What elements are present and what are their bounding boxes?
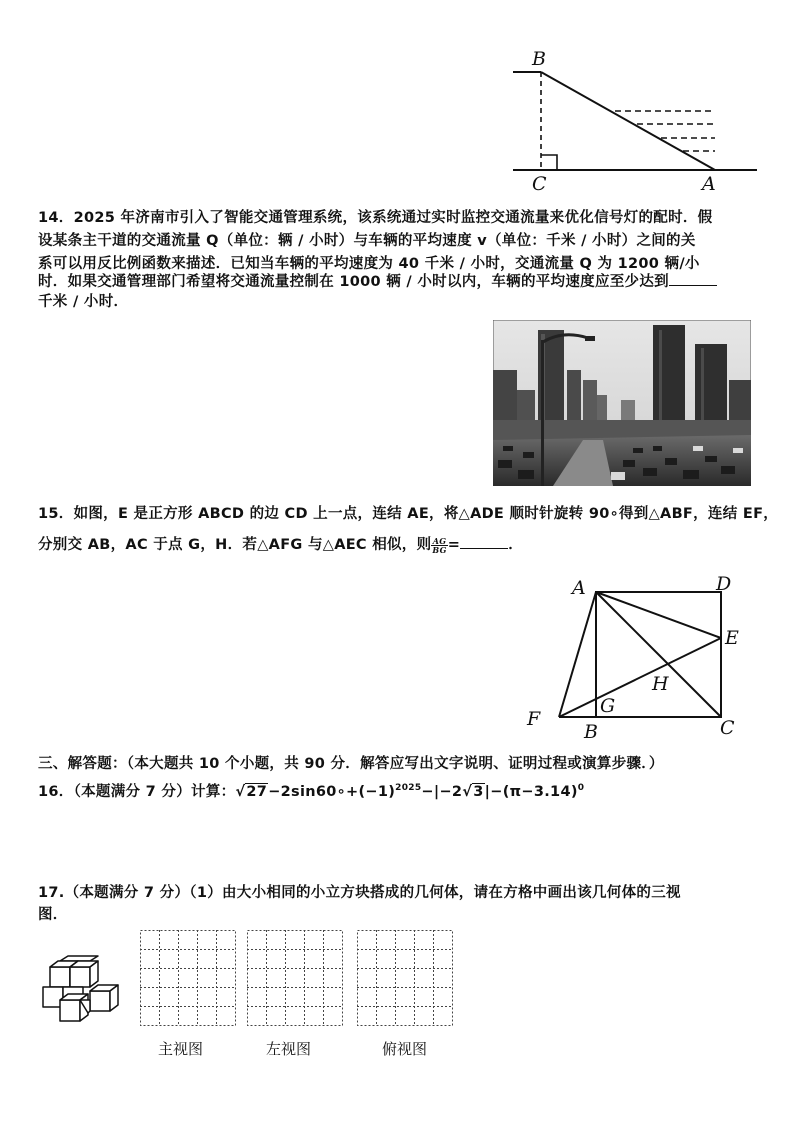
sqrt-sign: √ [462, 783, 473, 800]
label-g: G [600, 695, 616, 717]
fraction-numerator: AG [432, 535, 447, 546]
q14-line3: 系可以用反比例函数来描述．已知当车辆的平均速度为 40 千米 / 小时，交通流量 Q 为 1200 辆/小 [38, 256, 700, 272]
label-d: D [716, 573, 732, 595]
q14-line4-text: 时．如果交通管理部门希望将交通流量控制在 1000 辆 / 小时以内，车辆的平均速度应至少达到 [38, 274, 669, 290]
radicand-1: 27 [246, 783, 268, 800]
q15-period: ． [508, 537, 524, 553]
q17-line1: 17.（本题满分 7 分）（1）由大小相同的小立方块搭成的几何体，请在方格中画出该几何体的三视 [38, 885, 681, 901]
q14-line1: 14．2025 年济南市引入了智能交通管理系统，该系统通过实时监控交通流量来优化信号灯的配时．假 [38, 210, 713, 226]
sqrt-sign: √ [235, 783, 246, 800]
label-a: A [572, 577, 586, 599]
q14-line5: 千米 / 小时． [38, 294, 129, 310]
q16-end: |−(π−3.14) [484, 783, 578, 800]
label-b: B [532, 48, 546, 70]
cube-stack-figure [40, 955, 130, 1025]
label-c: C [720, 717, 735, 739]
exponent-2: 0 [577, 783, 585, 793]
section-3-heading: 三、解答题：（本大题共 10 个小题，共 90 分．解答应写出文字说明、证明过程或演算步骤．） [38, 756, 664, 772]
front-view-caption: 主视图 [158, 1040, 204, 1058]
q14-answer-blank[interactable] [669, 271, 717, 286]
label-c: C [532, 173, 547, 195]
label-b: B [584, 721, 598, 743]
q14-line2: 设某条主干道的交通流量 Q（单位：辆 / 小时）与车辆的平均速度 v（单位：千米 / 小时）之间的关 [38, 233, 696, 249]
label-h: H [652, 673, 669, 695]
q16-mid: −2sin60∘+(−1) [268, 783, 396, 800]
q17-line2: 图． [38, 907, 68, 923]
q16-line [38, 778, 584, 802]
q15-line2-text: 分别交 AB，AC 于点 G，H．若△AFG 与△AEC 相似，则 [38, 537, 432, 553]
q15-answer-blank[interactable] [460, 534, 508, 549]
top-view-caption: 俯视图 [382, 1040, 428, 1058]
q15-line1: 15．如图，E 是正方形 ABCD 的边 CD 上一点，连结 AE，将△ADE 顺时针旋转 90∘得到△ABF，连结 EF， [38, 506, 779, 522]
label-e: E [725, 627, 739, 649]
square-figure [525, 575, 775, 740]
front-view-grid[interactable] [140, 930, 236, 1026]
exponent-1: 2025 [395, 783, 422, 793]
left-view-grid[interactable] [247, 930, 343, 1026]
q14-line4 [38, 271, 717, 292]
q16-prefix: 16．（本题满分 7 分）计算： [38, 783, 236, 800]
q15-equals: = [447, 537, 461, 553]
label-a: A [702, 173, 716, 195]
q15-line2 [38, 534, 523, 555]
top-view-grid[interactable] [357, 930, 453, 1026]
fraction-denominator: BG [432, 544, 447, 555]
left-view-caption: 左视图 [266, 1040, 312, 1058]
radicand-2: 3 [473, 783, 484, 800]
q15-fraction [431, 537, 447, 554]
q16-mid2: −|−2 [421, 783, 463, 800]
label-f: F [527, 708, 541, 730]
traffic-photo [493, 320, 751, 486]
